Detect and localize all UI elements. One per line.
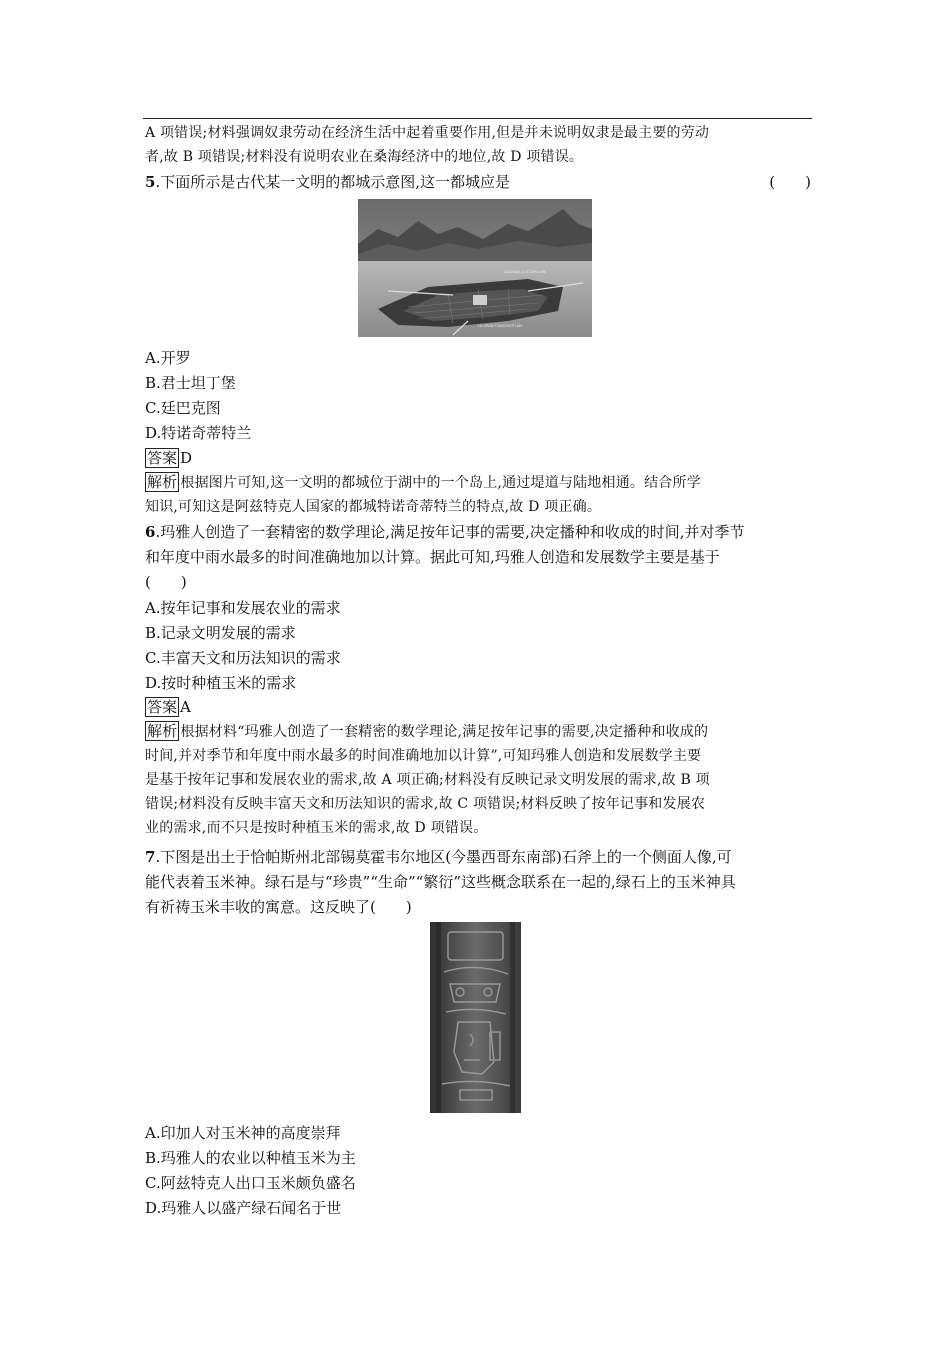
maize-god-carving: [430, 922, 521, 1113]
option-b: B.玛雅人的农业以种植玉米为主: [145, 1149, 356, 1167]
option-d: D.按时种植玉米的需求: [145, 674, 297, 692]
question-5-answer: [145, 446, 811, 470]
analysis-line: 根据材料“玛雅人创造了一套精密的数学理论,满足按年记事的需要,决定播种和收成的: [180, 724, 709, 740]
question-7-stem: [145, 845, 811, 920]
question-text: .玛雅人创造了一套精密的数学理论,满足按年记事的需要,决定播种和收成的时间,并对季节: [155, 523, 745, 541]
analysis-line: 业的需求,而不只是按时种植玉米的需求,故 D 项错误。: [145, 820, 488, 836]
answer-tag: 答案: [147, 698, 178, 716]
analysis-tag: 解析: [147, 473, 178, 491]
answer-bracket: ( ): [769, 173, 811, 191]
analysis-line: 是基于按年记事和发展农业的需求,故 A 项正确;材料没有反映记录文明发展的需求,故 B 项: [145, 772, 710, 788]
analysis-line: 错误;材料没有反映丰富天文和历法知识的需求,故 C 项错误;材料反映了按年记事和发展农: [145, 796, 706, 812]
option-a: A.开罗: [145, 349, 191, 367]
question-text: .下图是出土于恰帕斯州北部锡莫霍韦尔地区(今墨西哥东南部)石斧上的一个侧面人像,可: [155, 848, 732, 866]
answer-value: A: [180, 698, 191, 716]
analysis-line: A 项错误;材料强调奴隶劳动在经济生活中起着重要作用,但是并未说明奴隶是最主要的劳动: [145, 125, 710, 141]
question-5-stem: [145, 170, 811, 194]
stone-axe-image: [430, 922, 521, 1113]
question-5-options: [145, 346, 811, 445]
analysis-line: 时间,并对季节和年度中雨水最多的时间准确地加以计算”,可知玛雅人创造和发展数学主要: [145, 748, 702, 764]
question-number: 6: [145, 523, 156, 541]
tenochtitlan-illustration: [358, 199, 592, 337]
map-label: LA GRAN TENOCHTITLAN: [478, 324, 522, 328]
question-5-analysis: [145, 471, 811, 519]
question-number: 5: [145, 173, 156, 191]
answer-bracket: ( ): [145, 573, 187, 591]
option-c: C.廷巴克图: [145, 399, 221, 417]
question-6-options: [145, 596, 811, 696]
question-number: 7: [145, 848, 156, 866]
question-6-answer: [145, 695, 811, 719]
option-a: A.印加人对玉米神的高度崇拜: [145, 1124, 341, 1142]
city-map-image: [358, 199, 592, 337]
previous-analysis: [145, 121, 811, 169]
map-label: CALZADA A IZTAPALAPA: [504, 270, 546, 274]
question-7-options: [145, 1121, 811, 1221]
option-d: D.玛雅人以盛产绿石闻名于世: [145, 1199, 342, 1217]
option-b: B.君士坦丁堡: [145, 374, 236, 392]
header-rule: [143, 118, 812, 119]
question-text: 有祈祷玉米丰收的寓意。这反映了( ): [145, 898, 412, 916]
question-6-stem: [145, 520, 811, 595]
option-b: B.记录文明发展的需求: [145, 624, 296, 642]
question-text: 和年度中雨水最多的时间准确地加以计算。据此可知,玛雅人创造和发展数学主要是基于: [145, 548, 720, 566]
analysis-line: 根据图片可知,这一文明的都城位于湖中的一个岛上,通过堤道与陆地相通。结合所学: [180, 475, 701, 491]
option-d: D.特诺奇蒂特兰: [145, 424, 252, 442]
analysis-tag: 解析: [147, 722, 178, 740]
answer-value: D: [180, 449, 193, 467]
option-c: C.丰富天文和历法知识的需求: [145, 649, 341, 667]
analysis-line: 知识,可知这是阿兹特克人国家的都城特诺奇蒂特兰的特点,故 D 项正确。: [145, 499, 602, 515]
question-text: .下面所示是古代某一文明的都城示意图,这一都城应是: [155, 173, 510, 191]
analysis-line: 者,故 B 项错误;材料没有说明农业在桑海经济中的地位,故 D 项错误。: [145, 149, 584, 165]
option-a: A.按年记事和发展农业的需求: [145, 599, 341, 617]
question-text: 能代表着玉米神。绿石是与“珍贵”“生命”“繁衍”这些概念联系在一起的,绿石上的玉米神具: [145, 873, 736, 891]
option-c: C.阿兹特克人出口玉米颇负盛名: [145, 1174, 356, 1192]
answer-tag: 答案: [147, 449, 178, 467]
question-6-analysis: [145, 720, 811, 840]
